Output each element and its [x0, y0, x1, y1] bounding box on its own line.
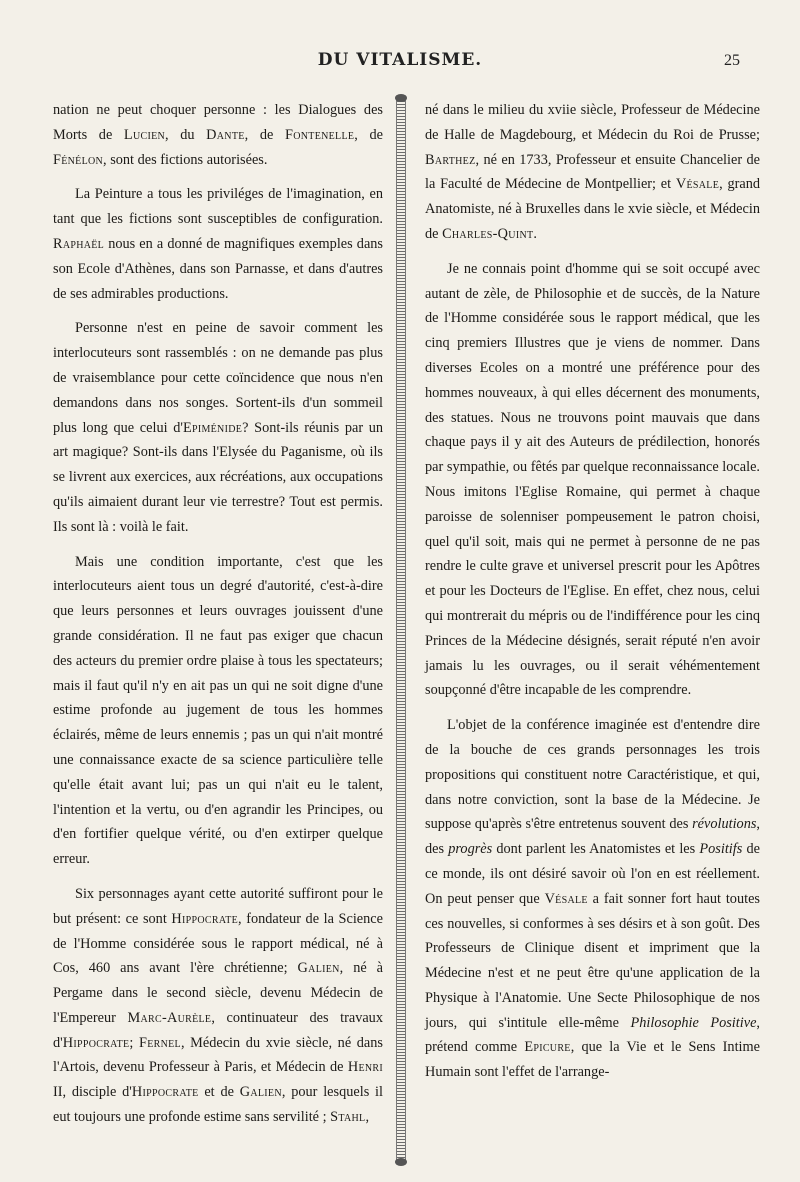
proper-name: Fénélon: [53, 151, 104, 168]
text-run: ,: [365, 1109, 370, 1126]
proper-name: Raphaël: [53, 235, 105, 252]
proper-name: Galien: [297, 960, 340, 977]
proper-name: Hippocrate: [171, 910, 239, 927]
proper-name: Fernel: [139, 1034, 181, 1051]
proper-name: Epicure: [524, 1039, 571, 1056]
text-run: , Médecin du xvie siècle, né dans l'Artois, devenu Professeur à Paris, et Médecin de: [53, 1034, 383, 1076]
page-number: 25: [724, 52, 740, 69]
text-run: né dans le milieu du xviie siècle, Professeur de Médecine de Halle de Magdebourg, et Médecin du Roi de Prusse;: [425, 102, 760, 143]
proper-name: Marc-Aurèle: [127, 1009, 212, 1026]
text-run: L'objet de la conférence imaginée est d'entendre dire de la bouche de ces grands personnages les trois propositions qui constituent notre Caractéristique, et qui, dans notre conviction, sont la base de la Médecine. Je suppose qu'après s'être entretenus souvent des: [425, 717, 760, 833]
text-run: , pour lesquels il eut toujours une profonde estime sans servilité ;: [53, 1084, 384, 1126]
text-run: , continuateur des travaux d': [53, 1009, 383, 1051]
text-run: , grand Anatomiste, né à Bruxelles dans le xvie siècle, et Médecin de: [425, 176, 760, 242]
proper-name: Galien: [239, 1084, 282, 1101]
text-run: , fondateur de la Science de l'Homme considérée sous le rapport médical, né à Cos, 460 ans avant l'ère chrétienne;: [53, 910, 383, 977]
text-run: , né à Pergame dans le second siècle, devenu Médecin de l'Empereur: [53, 960, 383, 1026]
text-run: et de: [198, 1084, 240, 1101]
text-run: ;: [129, 1034, 139, 1051]
right-column: [425, 98, 760, 1095]
proper-name: Lucien: [123, 126, 166, 143]
text-run: Personne n'est en peine de savoir comment les interlocuteurs sont rassemblés : on ne demande pas plus de vraisemblance pour cette coïncidence que nous n'en demandons dans nos songes. Sortent-ils d'un sommeil plus long que celui d': [53, 320, 383, 436]
proper-name: Vésale: [544, 890, 588, 907]
proper-name: Epiménide: [182, 419, 243, 436]
paragraph: [53, 98, 383, 172]
column-divider-ornament: [396, 98, 406, 1162]
italic-term: Philosophie Positive: [630, 1014, 757, 1031]
text-run: nation ne peut choquer personne : les Dialogues des Morts de: [53, 102, 383, 143]
text-run: La Peinture a tous les priviléges de l'imagination, en tant que les fictions sont susceptibles de configuration.: [53, 186, 383, 228]
italic-term: Positifs: [699, 841, 743, 858]
text-run: , prétend comme: [425, 1014, 760, 1056]
text-run: ? Sont-ils réunis par un art magique? Sont-ils dans l'Elysée du Paganisme, où ils se livrent aux exercices, aux récréations, aux occupations qu'ils aimaient durant leur vie terrestre? Tout est permis. Ils sont là : voilà le fait.: [53, 419, 384, 535]
text-run: Six personnages ayant cette autorité suffiront pour le but présent: ce sont: [53, 885, 383, 927]
running-header: DU VITALISME.: [317, 50, 483, 70]
paragraph: [53, 182, 383, 306]
proper-name: Stahl: [330, 1109, 366, 1126]
text-run: nous en a donné de magnifiques exemples dans son Ecole d'Athènes, dans son Parnasse, et dans d'autres de ses admirables productions.: [53, 235, 383, 302]
paragraph: [53, 316, 383, 539]
proper-name: Hippocrate: [62, 1034, 130, 1051]
proper-name: Henri: [347, 1059, 383, 1076]
text-run: II, disciple d': [53, 1084, 132, 1101]
text-run: dont parlent les Anatomistes et les: [492, 841, 700, 858]
italic-term: révolutions: [692, 816, 757, 833]
text-run: , de: [244, 126, 285, 143]
proper-name: Hippocrate: [131, 1084, 199, 1101]
text-run: , sont des fictions autorisées.: [103, 151, 268, 168]
paragraph: [425, 257, 760, 703]
paragraph: [425, 713, 760, 1085]
text-run: a fait sonner fort haut toutes ces nouvelles, si conformes à ses désirs et à son goût. Des Professeurs de Clinique disent et impriment que la Médecine n'est et ne peut être qu'une application de la Physique à l'Anatomie. Une Secte Philosophique de nos jours, qui s'intitule elle-même: [425, 890, 760, 1031]
text-run: Je ne connais point d'homme qui se soit occupé avec autant de zèle, de Philosophie et de succès, de la Nature de l'Homme considérée sous le rapport médical, que les cinq premiers Illustres que je viens de nommer. Dans diverses Ecoles on a montré une préférence pour des hommes nouveaux, à qui elles décernent des monuments, des statues. Nous ne trouvons point mauvais que dans chaque pays il y ait des Auteurs de prédilection, honorés par sympathie, ou fêtés par quelque reconnaissance locale. Nous imitons l'Eglise Romaine, qui permet à chaque paroisse de solenniser pompeusement le patron choisi, quel qu'il soit, mais qui ne permet à personne de ne pas rendre le culte grave et universel prescrit pour les Apôtres et pour les Docteurs de l'Eglise. En effet, chez nous, celui qui montrerait du mépris ou de l'indifférence pour les cinq Princes de la Médecine désignés, serait réputé n'en avoir jamais lu les ouvrages, ou il serait véhémentement soupçonné d'être incapable de les comprendre.: [425, 260, 760, 699]
text-run: , que la Vie et le Sens Intime Humain sont l'effet de l'arrange-: [425, 1039, 760, 1081]
paragraph: [53, 882, 383, 1130]
text-run: .: [533, 225, 537, 242]
proper-name: Fontenelle: [285, 126, 355, 143]
text-run: de ce monde, ils ont désiré savoir où l'on en est réellement. On peut penser que: [425, 841, 760, 907]
proper-name: Vésale: [675, 176, 720, 193]
text-run: , des: [425, 816, 760, 858]
left-column: [53, 98, 383, 1140]
proper-name: Charles-Quint: [442, 225, 534, 242]
text-run: Mais une condition importante, c'est que les interlocuteurs aient tous un degré d'autorité, c'est-à-dire que leurs personnes et leurs ouvrages jouissent d'une grande considération. Il ne faut pas exiger que chacun des acteurs du premier ordre plaise à tous les spectateurs; mais il faut qu'il n'y en ait pas un qui ne soit digne d'une estime profonde au jugement de tous les hommes éclairés, même de leurs ennemis ; pas un qui n'ait montré une connaissance exacte de sa science particulière telle qu'elle était avant lui; pas un qui n'ait eu le talent, l'intention et la vertu, ou d'en agrandir les Principes, ou d'en fortifier quelque vérité, ou d'en extirper quelque erreur.: [53, 553, 383, 868]
paragraph: [425, 98, 760, 247]
text-run: , né en 1733, Professeur et ensuite Chancelier de la Faculté de Médecine de Montpellier; et: [425, 151, 760, 193]
italic-term: progrès: [448, 841, 493, 858]
text-run: , de: [354, 126, 383, 143]
paragraph: [53, 550, 383, 872]
text-run: , du: [165, 126, 207, 143]
proper-name: Barthez: [425, 151, 476, 168]
proper-name: Dante: [206, 126, 245, 143]
